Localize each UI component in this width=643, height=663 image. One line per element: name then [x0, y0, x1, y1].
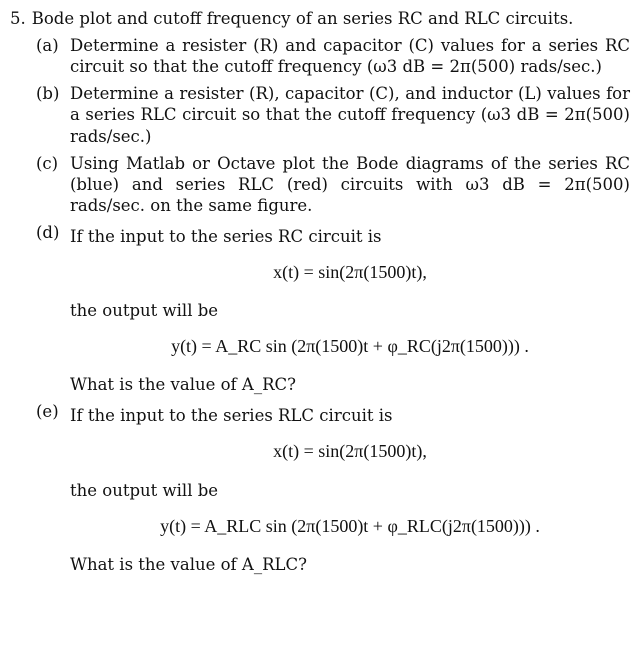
item-intro: If the input to the series RC circuit is — [70, 226, 382, 246]
equation-output: y(t) = A_RC sin (2π(1500)t + φ_RC(j2π(1500))) . — [171, 336, 529, 357]
item-mid: the output will be — [70, 301, 219, 321]
item-e — [10, 401, 630, 574]
item-label: (e) — [36, 402, 59, 422]
item-a — [10, 35, 630, 77]
problem-number: 5. — [10, 9, 26, 28]
item-b — [10, 83, 630, 146]
item-c — [10, 153, 630, 216]
problem-header — [10, 8, 630, 29]
item-intro: If the input to the series RLC circuit is — [70, 406, 393, 426]
equation-input: x(t) = sin(2π(1500)t), — [273, 262, 427, 283]
item-text: Determine a resister (R) and capacitor (C) values for a series RC circuit so that the cutoff frequency (ω3 dB = 2π(500) rads/sec.) — [70, 36, 630, 77]
item-label: (b) — [36, 84, 60, 104]
item-text: Using Matlab or Octave plot the Bode diagrams of the series RC (blue) and series RLC (red) circuits with ω3 dB = 2π(500) rads/sec. on the same figure. — [70, 153, 630, 215]
problem-title: Bode plot and cutoff frequency of an series RC and RLC circuits. — [31, 9, 574, 28]
item-label: (c) — [36, 153, 59, 173]
item-label: (d) — [36, 222, 60, 242]
item-text: Determine a resister (R), capacitor (C), and inductor (L) values for a series RLC circuit so that the cutoff frequency (ω3 dB = 2π(500) rads/sec.) — [70, 84, 630, 146]
item-label: (a) — [36, 36, 59, 56]
equation-input: x(t) = sin(2π(1500)t), — [273, 441, 427, 462]
item-d — [10, 222, 630, 395]
item-question: What is the value of A_RC? — [70, 375, 296, 395]
problem-page — [10, 8, 630, 575]
equation-output: y(t) = A_RLC sin (2π(1500)t + φ_RLC(j2π(1500))) . — [160, 515, 540, 536]
item-mid: the output will be — [70, 480, 219, 500]
item-question: What is the value of A_RLC? — [70, 554, 307, 574]
